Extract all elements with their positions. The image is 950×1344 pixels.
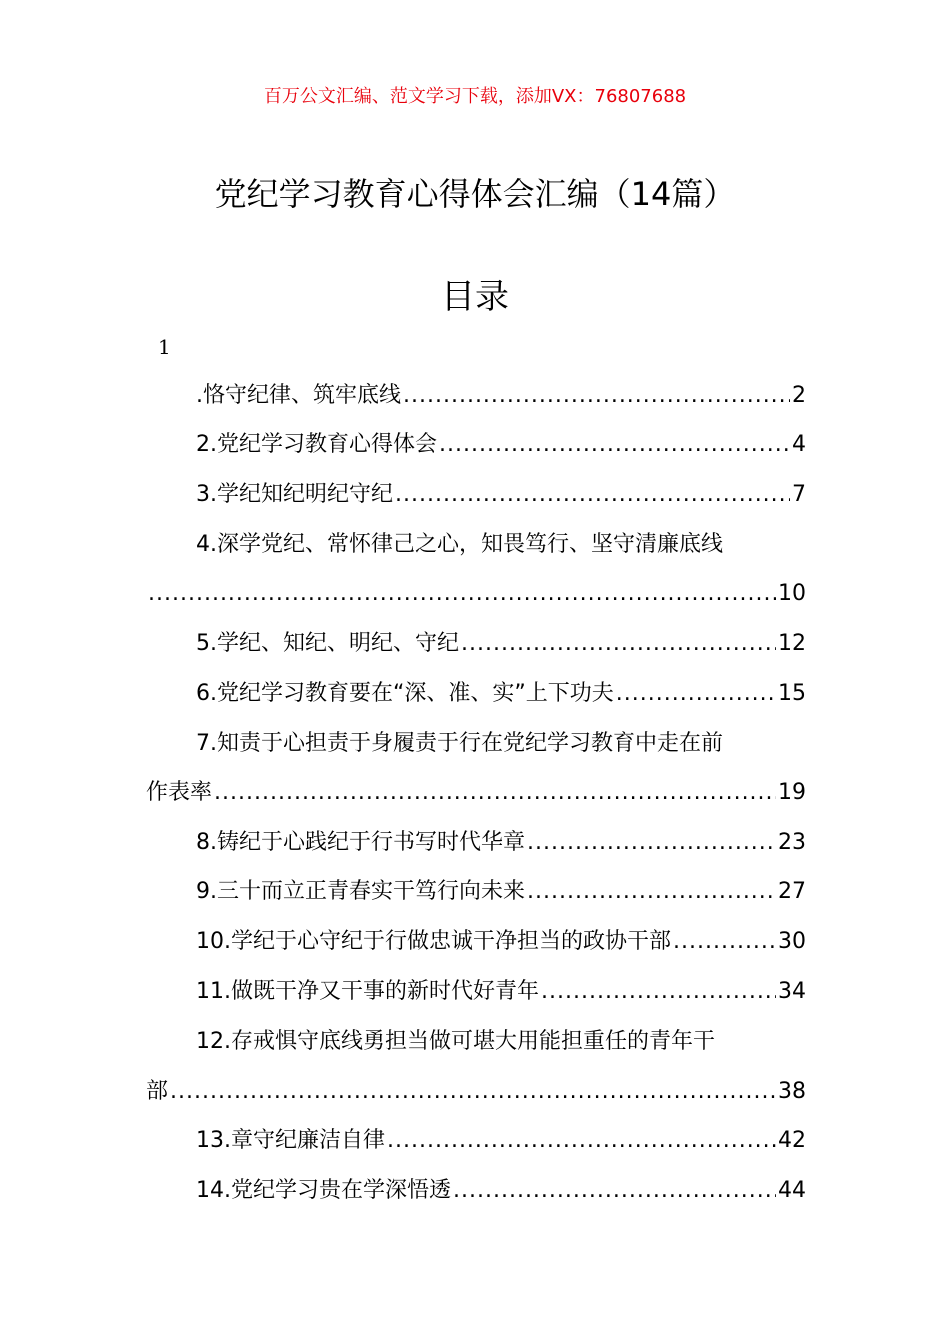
toc-leader-dots [403,379,790,413]
toc-leader-dots [453,1174,776,1208]
toc-entry-page: 10 [778,581,806,606]
toc-entry-label-continued: 作表率 [146,780,213,805]
toc-entry[interactable] [146,1075,806,1109]
toc-entry-page: 15 [778,681,806,706]
toc-entry-page: 19 [778,780,806,805]
toc-entry[interactable] [196,478,806,512]
toc-leader-dots [541,975,776,1009]
toc-entry-label: 6.党纪学习教育要在“深、准、实”上下功夫 [196,681,614,706]
toc-leader-dots [673,925,776,959]
toc-entry[interactable] [196,677,806,711]
toc-entry-label: 2.党纪学习教育心得体会 [196,432,437,457]
toc-entry-label: .恪守纪律、筑牢底线 [196,383,401,408]
toc-entry[interactable] [196,875,806,909]
toc-entry[interactable] [196,1174,806,1208]
toc-entry-page: 42 [778,1128,806,1153]
page-number: 1 [158,335,171,359]
toc-entry-label: 10.学纪于心守纪于行做忠诚干净担当的政协干部 [196,929,671,954]
toc-entry-label: 13.章守纪廉洁自律 [196,1128,385,1153]
toc-entry-page: 2 [792,383,806,408]
toc-leader-dots [527,826,776,860]
toc-entry[interactable] [196,1124,806,1158]
toc-entry-first-line[interactable]: 7.知责于心担责于身履责于行在党纪学习教育中走在前 [196,731,723,756]
toc-entry[interactable] [196,975,806,1009]
toc-entry-page: 30 [778,929,806,954]
toc-entry[interactable] [196,379,806,413]
toc-entry-label: 9.三十而立正青春实干笃行向未来 [196,879,525,904]
promo-banner: 百万公文汇编、范文学习下载，添加VX：76807688 [263,86,687,107]
toc-entry-label: 14.党纪学习贵在学深悟透 [196,1178,451,1203]
toc-entry[interactable] [146,577,806,611]
toc-entry[interactable] [196,826,806,860]
toc-entry[interactable] [146,776,806,810]
toc-leader-dots [148,577,776,611]
toc-entry-page: 12 [778,631,806,656]
toc-entry-page: 4 [792,432,806,457]
toc-entry-label: 8.铸纪于心践纪于行书写时代华章 [196,830,525,855]
toc-leader-dots [214,776,776,810]
toc-entry-first-line[interactable]: 4.深学党纪、常怀律己之心，知畏笃行、坚守清廉底线 [196,532,723,557]
toc-leader-dots [170,1075,776,1109]
toc-entry-page: 38 [778,1079,806,1104]
document-title: 党纪学习教育心得体会汇编（14篇） [214,175,736,213]
toc-heading: 目录 [441,277,509,317]
toc-entry[interactable] [196,627,806,661]
toc-entry-label: 5.学纪、知纪、明纪、守纪 [196,631,459,656]
toc-entry[interactable] [196,428,806,462]
toc-entry-page: 23 [778,830,806,855]
toc-leader-dots [387,1124,776,1158]
toc-leader-dots [527,875,776,909]
toc-entry-first-line[interactable]: 12.存戒惧守底线勇担当做可堪大用能担重任的青年干 [196,1029,715,1054]
toc-leader-dots [616,677,776,711]
toc-entry-page: 44 [778,1178,806,1203]
toc-leader-dots [461,627,776,661]
toc-entry-page: 27 [778,879,806,904]
toc-leader-dots [395,478,790,512]
toc-entry-label: 3.学纪知纪明纪守纪 [196,482,393,507]
toc-entry[interactable] [196,925,806,959]
toc-entry-page: 34 [778,979,806,1004]
toc-entry-label-continued: 部 [146,1079,169,1104]
toc-entry-label: 11.做既干净又干事的新时代好青年 [196,979,539,1004]
toc-entry-page: 7 [792,482,806,507]
toc-leader-dots [439,428,790,462]
